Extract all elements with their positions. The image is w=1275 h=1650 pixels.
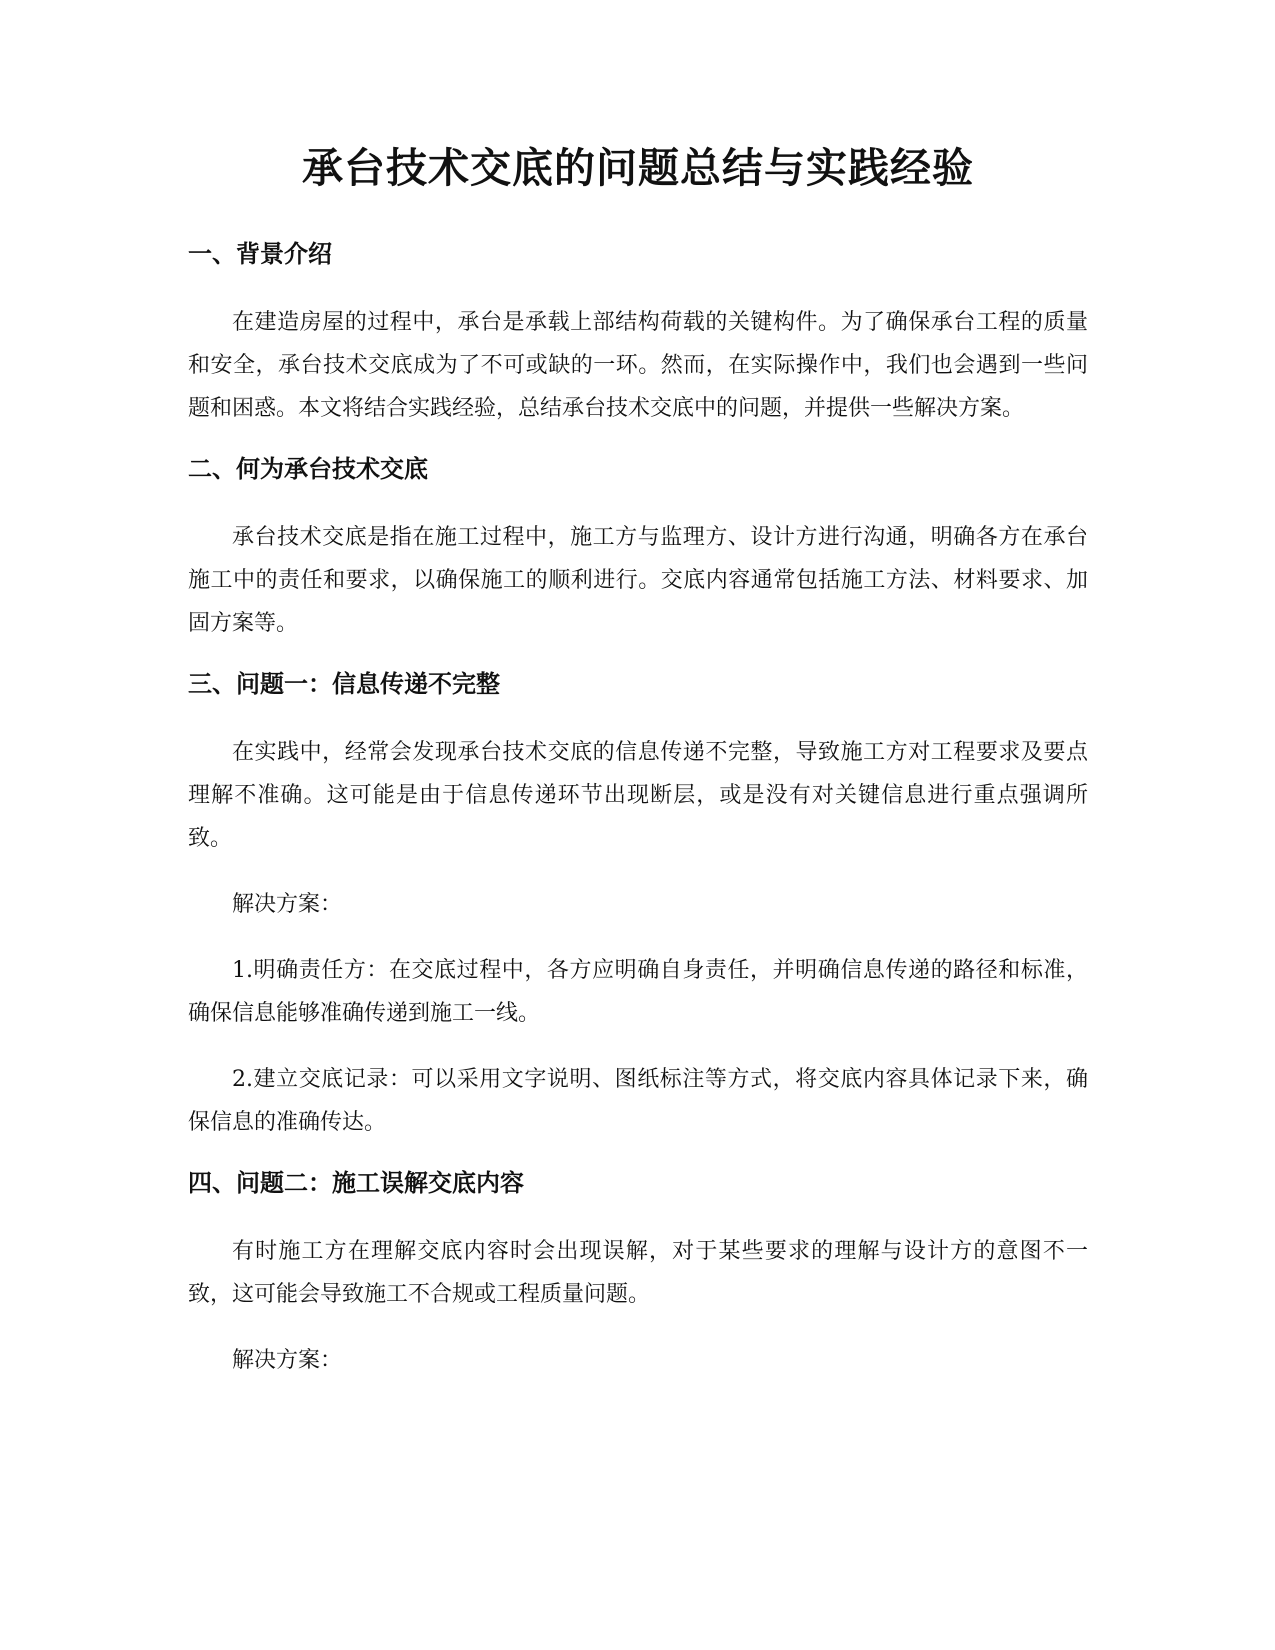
paragraph: 在建造房屋的过程中，承台是承载上部结构荷载的关键构件。为了确保承台工程的质量和安全，承台技术交底成为了不可或缺的一环。然而，在实际操作中，我们也会遇到一些问题和困惑。本文将结合实践经验，总结承台技术交底中的问题，并提供一些解决方案。 bbox=[188, 310, 1088, 422]
solution-item: 2.建立交底记录：可以采用文字说明、图纸标注等方式，将交底内容具体记录下来，确保信息的准确传达。 bbox=[188, 1067, 1088, 1136]
paragraph: 有时施工方在理解交底内容时会出现误解，对于某些要求的理解与设计方的意图不一致，这可能会导致施工不合规或工程质量问题。 bbox=[188, 1239, 1088, 1308]
document-body bbox=[188, 140, 1088, 1382]
solution-label: 解决方案： bbox=[232, 1348, 343, 1374]
solution-item: 1.明确责任方：在交底过程中，各方应明确自身责任，并明确信息传递的路径和标准，确保信息能够准确传递到施工一线。 bbox=[188, 958, 1088, 1027]
paragraph: 承台技术交底是指在施工过程中，施工方与监理方、设计方进行沟通，明确各方在承台施工中的责任和要求，以确保施工的顺利进行。交底内容通常包括施工方法、材料要求、加固方案等。 bbox=[188, 525, 1088, 637]
section-heading-definition: 二、何为承台技术交底 bbox=[188, 455, 428, 484]
document-title: 承台技术交底的问题总结与实践经验 bbox=[302, 144, 974, 192]
section-heading-problem-one: 三、问题一：信息传递不完整 bbox=[188, 670, 500, 699]
paragraph: 在实践中，经常会发现承台技术交底的信息传递不完整，导致施工方对工程要求及要点理解不准确。这可能是由于信息传递环节出现断层，或是没有对关键信息进行重点强调所致。 bbox=[188, 740, 1088, 852]
section-heading-problem-two: 四、问题二：施工误解交底内容 bbox=[188, 1169, 524, 1198]
solution-label: 解决方案： bbox=[232, 892, 343, 918]
section-heading-background: 一、背景介绍 bbox=[188, 240, 332, 269]
